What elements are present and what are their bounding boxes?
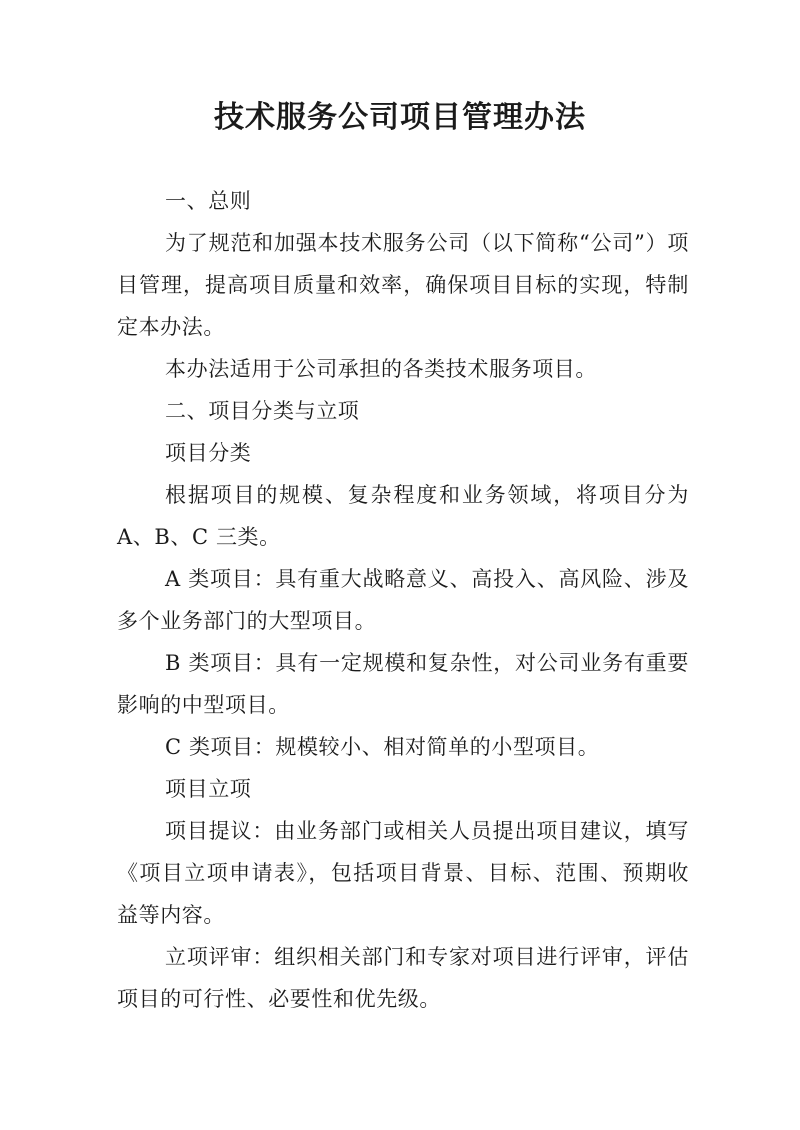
subheading-project-classification: 项目分类 xyxy=(165,441,252,465)
paragraph-initiation-review: 立项评审：组织相关部门和专家对项目进行评审，评估项目的可行性、必要性和优先级。 xyxy=(117,945,689,1011)
paragraph-classification-rule: 根据项目的规模、复杂程度和业务领域，将项目分为 A、B、C 三类。 xyxy=(117,483,689,549)
paragraph-class-b: B 类项目：具有一定规模和复杂性，对公司业务有重要影响的中型项目。 xyxy=(117,651,689,717)
paragraph-class-a: A 类项目：具有重大战略意义、高投入、高风险、涉及多个业务部门的大型项目。 xyxy=(117,567,689,633)
paragraph-purpose: 为了规范和加强本技术服务公司（以下简称“公司”）项目管理，提高项目质量和效率，确保项目目标的实现，特制定本办法。 xyxy=(117,231,689,339)
section-heading-classification: 二、项目分类与立项 xyxy=(165,399,360,423)
paragraph-class-c: C 类项目：规模较小、相对简单的小型项目。 xyxy=(165,735,600,759)
document-body xyxy=(117,180,689,1020)
section-heading-general: 一、总则 xyxy=(165,189,252,213)
subheading-project-initiation: 项目立项 xyxy=(165,777,252,801)
paragraph-project-proposal: 项目提议：由业务部门或相关人员提出项目建议，填写《项目立项申请表》，包括项目背景、目标、范围、预期收益等内容。 xyxy=(117,819,689,927)
paragraph-scope: 本办法适用于公司承担的各类技术服务项目。 xyxy=(165,357,597,381)
page-title: 技术服务公司项目管理办法 xyxy=(214,100,586,135)
